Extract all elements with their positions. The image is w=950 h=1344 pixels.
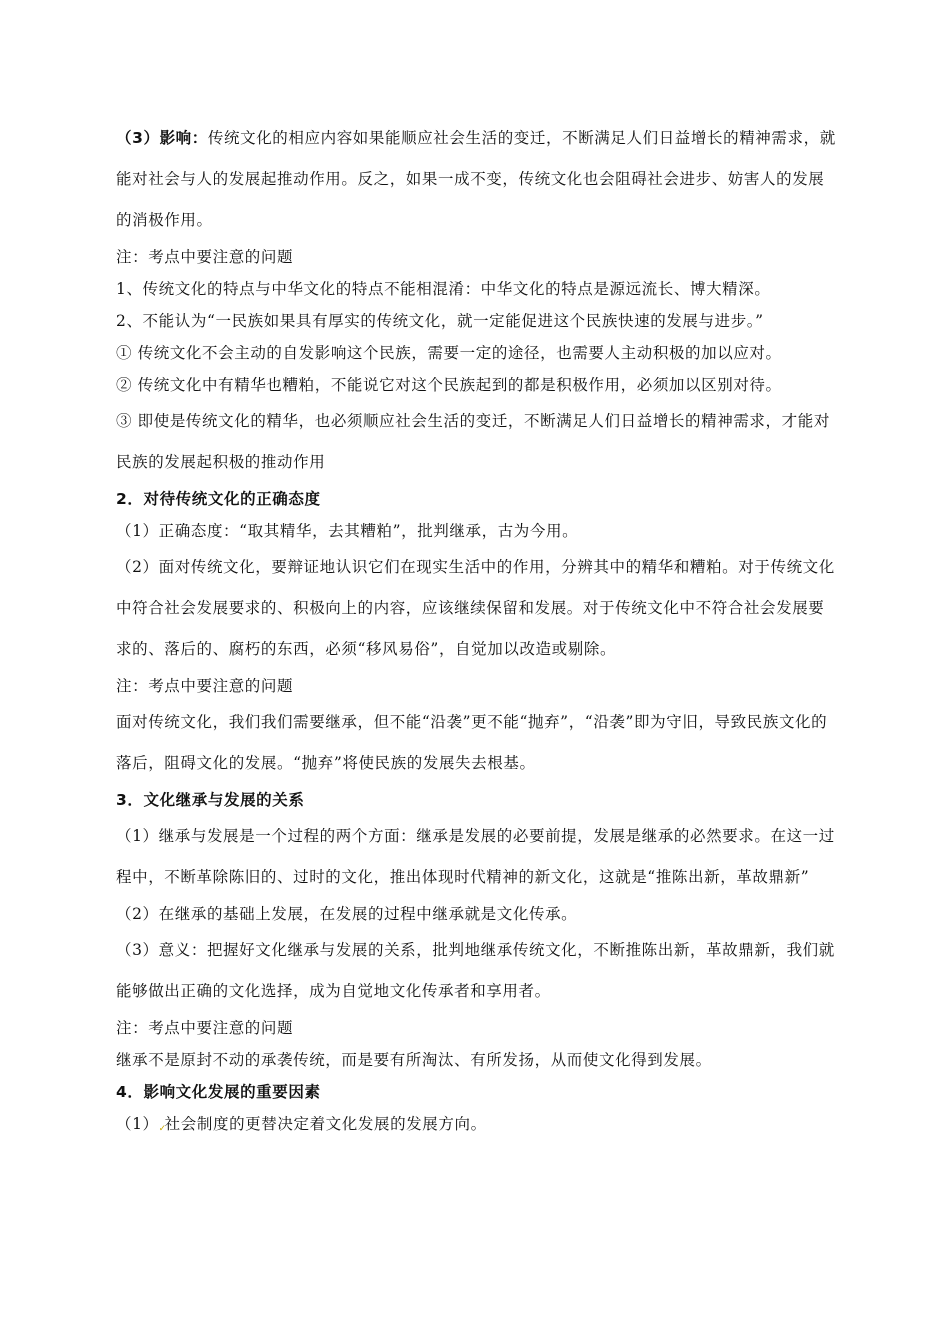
section-2-item-1: （1）正确态度：“取其精华，去其糟粕”，批判继承，古为今用。 [116,522,579,540]
note-2-text: 面对传统文化，我们我们需要继承，但不能“沿袭”更不能“抛弃”，“沿袭”即为守旧，导致民族文化的落后，阻碍文化的发展。“抛弃”将使民族的发展失去根基。 [116,713,828,772]
note-3-text: 继承不是原封不动的承袭传统，而是要有所淘汰、有所发扬，从而使文化得到发展。 [116,1051,712,1069]
section-3-item-2: （2）在继承的基础上发展，在发展的过程中继承就是文化传承。 [116,905,578,923]
note-1-1: 1、传统文化的特点与中华文化的特点不能相混淆：中华文化的特点是源远流长、博大精深。 [116,280,771,298]
note-1-2-c: ③ 即使是传统文化的精华，也必须顺应社会生活的变迁，不断满足人们日益增长的精神需求，才能对民族的发展起积极的推动作用 [116,412,830,471]
note-1-2-a: ① 传统文化不会主动的自发影响这个民族，需要一定的途径，也需要人主动积极的加以应对。 [116,344,782,362]
note-title-2: 注：考点中要注意的问题 [116,677,294,695]
section-3-item-1: （1）继承与发展是一个过程的两个方面：继承是发展的必要前提，发展是继承的必然要求。在这一过程中，不断革除陈旧的、过时的文化，推出体现时代精神的新文化，这就是“推陈出新，革故鼎新” [116,827,835,886]
section-2-item-2: （2）面对传统文化，要辩证地认识它们在现实生活中的作用，分辨其中的精华和糟粕。对于传统文化中符合社会发展要求的、积极向上的内容，应该继续保留和发展。对于传统文化中不符合社会发展要求的、落后的、腐朽的东西，必须“移风易俗”，自觉加以改造或剔除。 [116,558,835,658]
section-4-heading: 4．影响文化发展的重要因素 [116,1083,321,1101]
edit-mark-icon: ✓ [158,1124,167,1134]
influence-paragraph [116,118,840,241]
influence-text: 传统文化的相应内容如果能顺应社会生活的变迁，不断满足人们日益增长的精神需求，就能对社会与人的发展起推动作用。反之，如果一成不变，传统文化也会阻碍社会进步、妨害人的发展的消极作用。 [116,129,836,229]
section-3-item-3: （3）意义：把握好文化继承与发展的关系，批判地继承传统文化，不断推陈出新，革故鼎新，我们就能够做出正确的文化选择，成为自觉地文化传承者和享用者。 [116,941,835,1000]
note-title-3: 注：考点中要注意的问题 [116,1019,294,1037]
section-2-heading: 2．对待传统文化的正确态度 [116,490,321,508]
section-4-item-1-text: 社会制度的更替决定着文化发展的发展方向。 [164,1115,487,1133]
section-3-heading: 3．文化继承与发展的关系 [116,791,305,809]
section-4-item-1 [116,1108,840,1140]
note-1-2: 2、不能认为“一民族如果具有厚实的传统文化，就一定能促进这个民族快速的发展与进步。” [116,312,764,330]
note-title-1: 注：考点中要注意的问题 [116,248,294,266]
section-4-item-1-prefix: （1） [116,1115,159,1133]
note-1-2-b: ② 传统文化中有精华也糟粕，不能说它对这个民族起到的都是积极作用，必须加以区别对待。 [116,376,782,394]
influence-label: （3）影响： [116,129,208,147]
